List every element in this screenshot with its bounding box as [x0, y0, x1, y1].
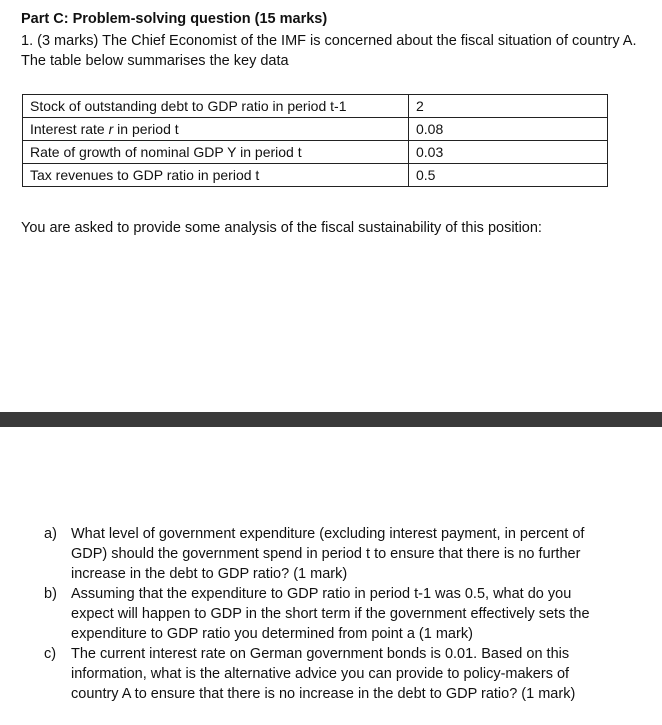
variable-r: r [108, 121, 114, 137]
sub-question-list [44, 524, 609, 704]
list-item [44, 524, 609, 584]
label-part: Interest rate [30, 121, 109, 137]
table-cell-label [23, 118, 409, 141]
table-cell-value: 2 [409, 95, 608, 118]
analysis-prompt: You are asked to provide some analysis of the fiscal sustainability of this position: [21, 220, 542, 236]
question-intro-text: The Chief Economist of the IMF is concerned about the fiscal situation of country A. The table below summarises the key data [21, 33, 637, 69]
table-row [23, 141, 608, 164]
table-row [23, 164, 608, 187]
list-marker: a) [44, 526, 57, 542]
table-row [23, 118, 608, 141]
label-part: in period t [113, 121, 179, 137]
list-item [44, 584, 609, 644]
sub-question-text: What level of government expenditure (excluding interest payment, in percent of GDP) should the government spend in period t to ensure that there is no further increase in the debt to GDP ratio? (1 mark) [71, 526, 585, 582]
list-marker: c) [44, 646, 57, 662]
table-row [23, 95, 608, 118]
sub-question-text: Assuming that the expenditure to GDP ratio in period t-1 was 0.5, what do you expect will happen to GDP in the short term if the government effectively sets the expenditure to GDP ratio you determined from point a (1 mark) [71, 586, 590, 642]
key-data-table [22, 94, 608, 187]
table-cell-value: 0.03 [409, 141, 608, 164]
page-divider [0, 412, 662, 427]
question-marks: (3 marks) [37, 33, 99, 49]
table-cell-value: 0.5 [409, 164, 608, 187]
table-cell-value: 0.08 [409, 118, 608, 141]
table-cell-label: Stock of outstanding debt to GDP ratio in period t-1 [23, 95, 409, 118]
question-number: 1. [21, 33, 34, 49]
sub-question-text: The current interest rate on German government bonds is 0.01. Based on this information, what is the alternative advice you can provide to policy-makers of country A to ensure that there is no increase in the debt to GDP ratio? (1 mark) [71, 646, 576, 702]
table-cell-label: Tax revenues to GDP ratio in period t [23, 164, 409, 187]
section-heading: Part C: Problem-solving question (15 marks) [21, 11, 328, 27]
list-item [44, 644, 609, 704]
question-intro [21, 31, 641, 71]
list-marker: b) [44, 586, 57, 602]
table-cell-label: Rate of growth of nominal GDP Y in period t [23, 141, 409, 164]
